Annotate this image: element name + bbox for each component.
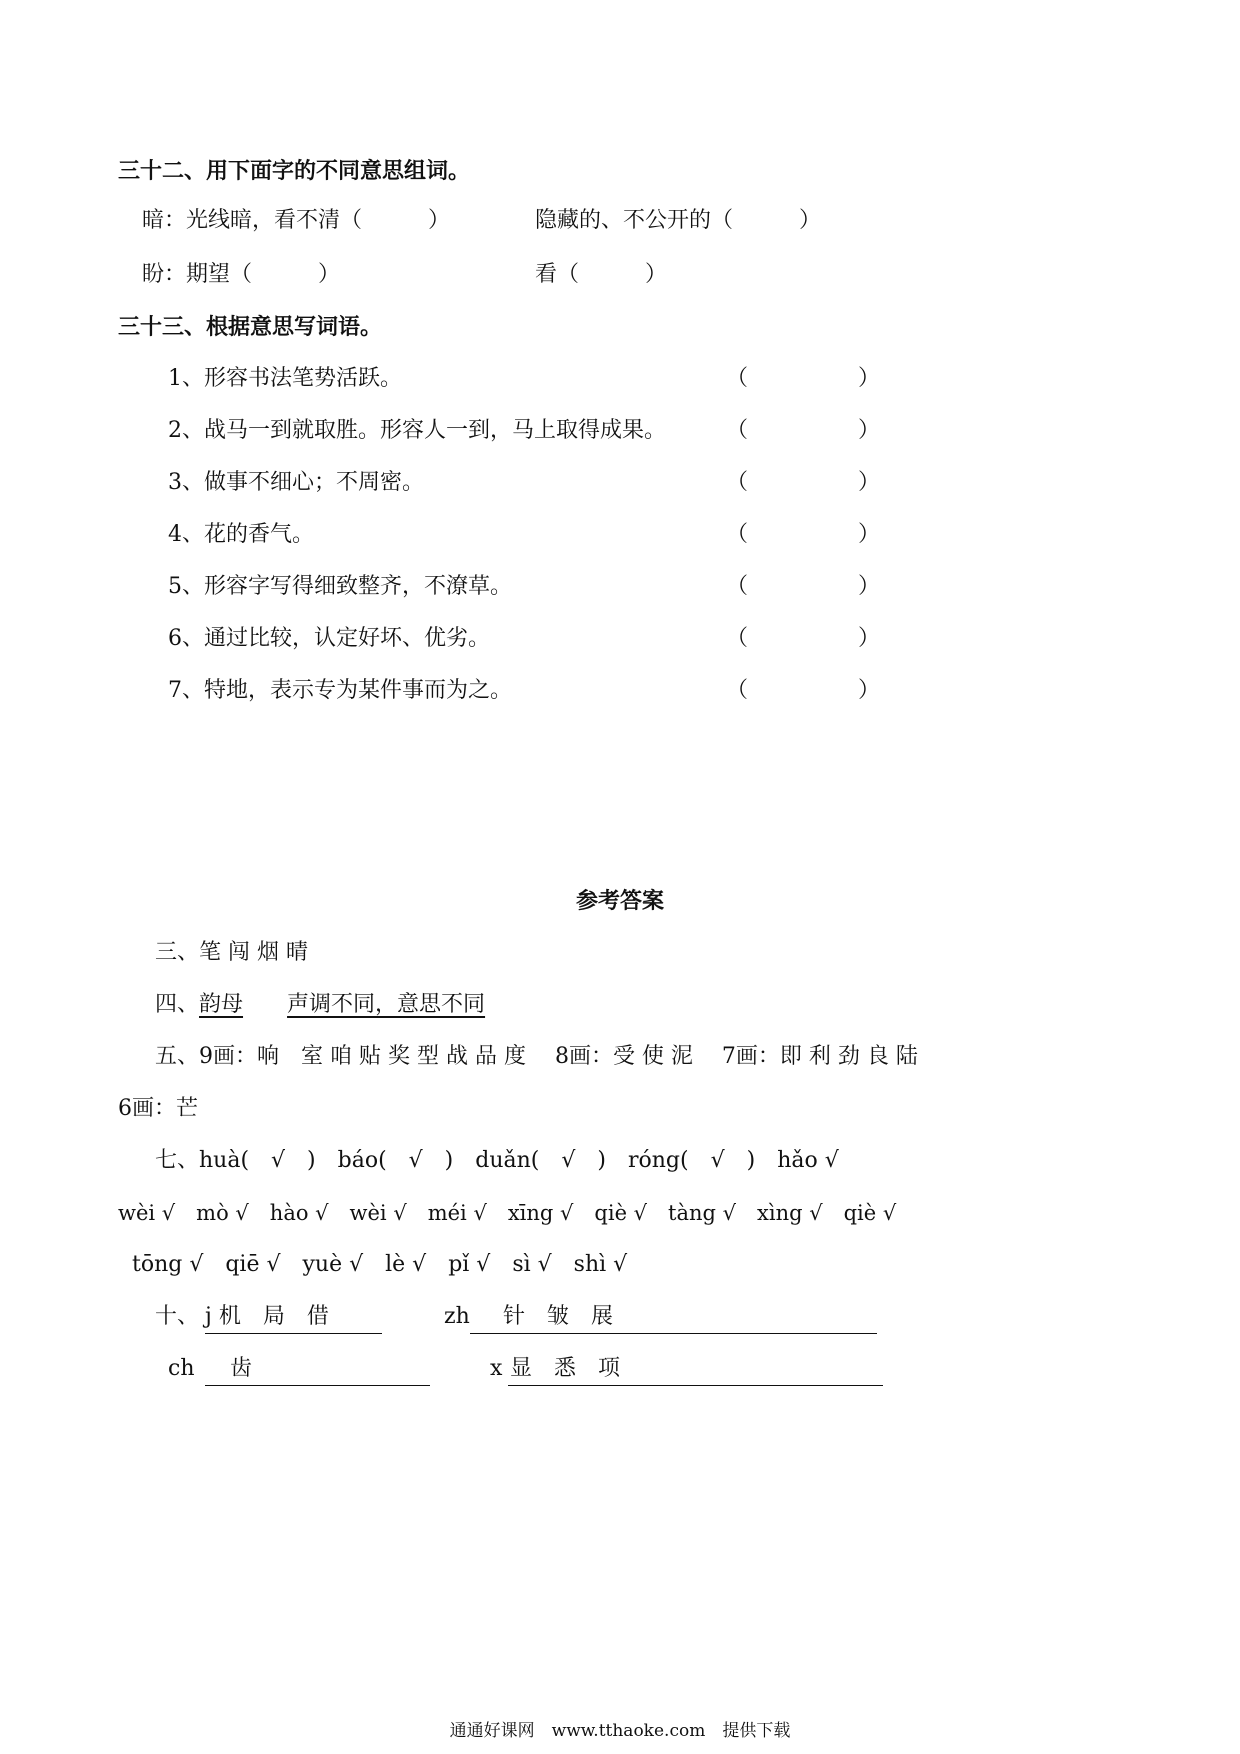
section-33-item-1-paren: （ ） xyxy=(726,366,881,391)
section-32-row1-right: 隐藏的、不公开的（ ） xyxy=(535,208,822,233)
answer-7-line-1: 七、huà( √ ) báo( √ ) duǎn( √ ) róng( √ ) hǎo √ xyxy=(155,1148,839,1173)
section-33-item-6-paren: （ ） xyxy=(726,626,881,651)
footer-credit: 通通好课网 www.tthaoke.com 提供下载 xyxy=(449,1721,791,1741)
answer-10-ch-label: ch xyxy=(168,1356,195,1381)
answer-3: 三、笔 闯 烟 晴 xyxy=(155,940,308,965)
answer-10-x-underline xyxy=(508,1385,883,1386)
section-33-item-2: 2、战马一到就取胜。形容人一到，马上取得成果。 xyxy=(168,418,666,443)
section-33-item-5-paren: （ ） xyxy=(726,574,881,599)
answer-10-j: j 机 局 借 xyxy=(205,1304,329,1329)
answer-10-zh-label: zh xyxy=(444,1304,470,1329)
answer-10-zh-underline xyxy=(470,1333,877,1334)
answer-7-line-2: wèi √ mò √ hào √ wèi √ méi √ xīng √ qiè √ tàng √ xìng √ qiè √ xyxy=(118,1201,897,1225)
answer-5-line-2: 6画：芒 xyxy=(118,1096,198,1121)
section-33-item-4: 4、花的香气。 xyxy=(168,522,314,547)
section-33-item-3-paren: （ ） xyxy=(726,470,881,495)
answer-10-ch: 齿 xyxy=(230,1356,253,1381)
answer-10-zh: 针 皱 展 xyxy=(503,1304,614,1329)
answer-4-prefix: 四、 xyxy=(155,992,200,1017)
section-32-title: 三十二、用下面字的不同意思组词。 xyxy=(118,158,471,184)
section-33-item-7-paren: （ ） xyxy=(726,678,881,703)
answer-10-j-underline xyxy=(205,1333,382,1334)
answer-10-ch-underline xyxy=(205,1385,430,1386)
answer-10-prefix: 十、 xyxy=(155,1304,200,1329)
section-33-item-4-paren: （ ） xyxy=(726,522,881,547)
answer-4-part-a: 韵母 xyxy=(199,992,244,1017)
answer-5-line-1: 五、9画：响 室 咱 贴 奖 型 战 品 度 8画：受 使 泥 7画：即 利 劲 良 陆 xyxy=(155,1044,918,1069)
section-33-title: 三十三、根据意思写词语。 xyxy=(118,314,383,340)
answer-7-line-3: tōng √ qiē √ yuè √ lè √ pǐ √ sì √ shì √ xyxy=(132,1252,628,1277)
section-32-row2-left: 盼：期望（ ） xyxy=(142,262,341,287)
answer-4 xyxy=(155,992,485,1018)
section-32-row1-left: 暗：光线暗，看不清（ ） xyxy=(142,208,451,233)
section-33-item-7: 7、特地，表示专为某件事而为之。 xyxy=(168,678,512,703)
answer-10-x-label: x xyxy=(490,1356,503,1381)
section-33-item-3: 3、做事不细心；不周密。 xyxy=(168,470,424,495)
section-33-item-5: 5、形容字写得细致整齐，不潦草。 xyxy=(168,574,512,599)
section-33-item-1: 1、形容书法笔势活跃。 xyxy=(168,366,402,391)
answer-10-x: 显 悉 项 xyxy=(510,1356,621,1381)
section-32-row2-right: 看（ ） xyxy=(535,262,668,287)
answer-4-part-b: 声调不同，意思不同 xyxy=(287,992,486,1017)
answers-title: 参考答案 xyxy=(575,888,664,914)
section-33-item-6: 6、通过比较，认定好坏、优劣。 xyxy=(168,626,490,651)
section-33-item-2-paren: （ ） xyxy=(726,418,881,443)
